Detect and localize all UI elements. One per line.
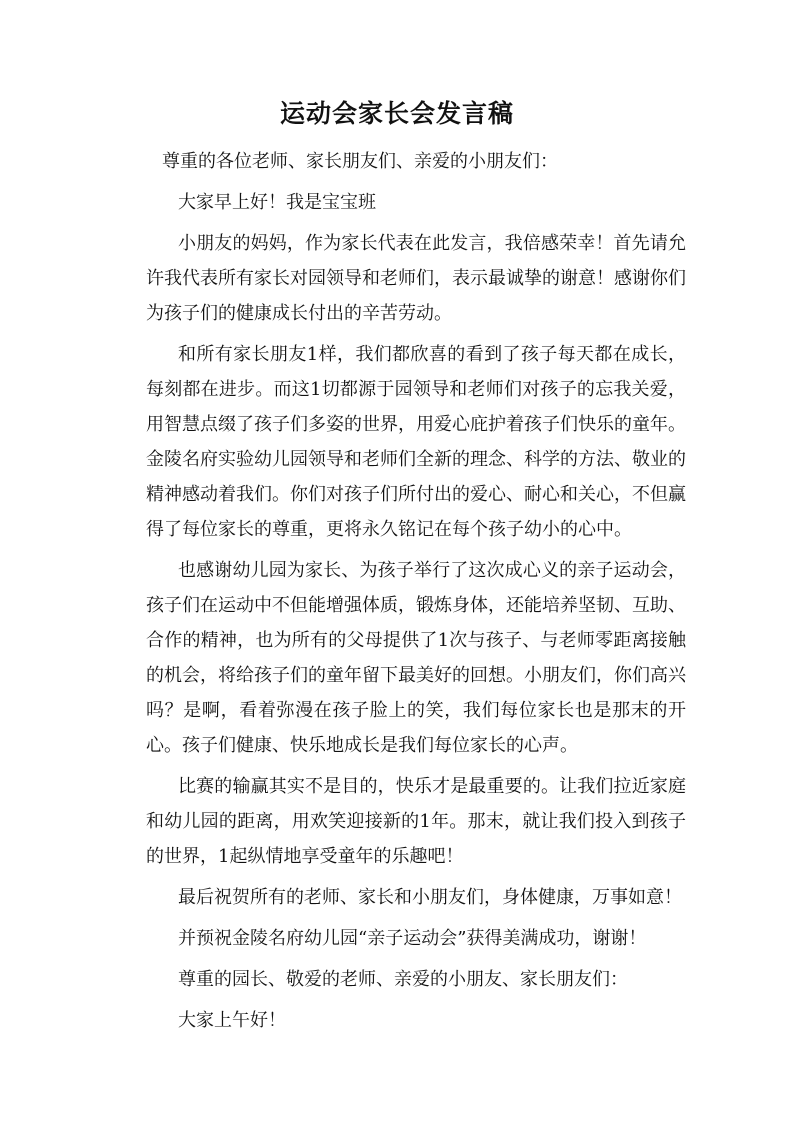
paragraph-second-greeting: 大家上午好！ — [178, 1010, 286, 1031]
paragraph-closing: 并预祝金陵名府幼儿园“亲子运动会”获得美满成功，谢谢！ — [178, 928, 647, 949]
paragraph-greeting: 大家早上好！我是宝宝班 — [178, 192, 376, 213]
paragraph-salutation: 尊重的各位老师、家长朋友们、亲爱的小朋友们： — [162, 151, 558, 172]
paragraph-growth: 和所有家长朋友1样，我们都欣喜的看到了孩子每天都在成长，每刻都在进步。而这1切都源于园领导和老师们对孩子的忘我关爱，用智慧点缀了孩子们多姿的世界，用爱心庇护着孩子们快乐的童年。金陵名府实验幼儿园领导和老师们全新的理念、科学的方法、敬业的精神感动着我们。你们对孩子们所付出的爱心、耐心和关心，不但赢得了每位家长的尊重，更将永久铭记在每个孩子幼小的心中。 — [146, 344, 686, 540]
paragraph-second-salutation: 尊重的园长、敬爱的老师、亲爱的小朋友、家长朋友们： — [178, 969, 628, 990]
paragraph-competition: 比赛的输赢其实不是目的，快乐才是最重要的。让我们拉近家庭和幼儿园的距离，用欢笑迎接新的1年。那末，就让我们投入到孩子的世界，1起纵情地享受童年的乐趣吧！ — [146, 776, 686, 867]
document-body — [146, 144, 686, 1044]
document-title: 运动会家长会发言稿 — [279, 99, 514, 128]
paragraph-wishes: 最后祝贺所有的老师、家长和小朋友们，身体健康，万事如意！ — [178, 887, 682, 908]
paragraph-thanks: 小朋友的妈妈，作为家长代表在此发言，我倍感荣幸！首先请允许我代表所有家长对园领导和老师们，表示最诚挚的谢意！感谢你们为孩子们的健康成长付出的辛苦劳动。 — [146, 233, 686, 324]
paragraph-sports-day: 也感谢幼儿园为家长、为孩子举行了这次成心义的亲子运动会，孩子们在运动中不但能增强体质，锻炼身体，还能培养坚韧、互助、合作的精神，也为所有的父母提供了1次与孩子、与老师零距离接触的机会，将给孩子们的童年留下最美好的回想。小朋友们，你们高兴吗？是啊，看着弥漫在孩子脸上的笑，我们每位家长也是那末的开心。孩子们健康、快乐地成长是我们每位家长的心声。 — [146, 560, 686, 756]
